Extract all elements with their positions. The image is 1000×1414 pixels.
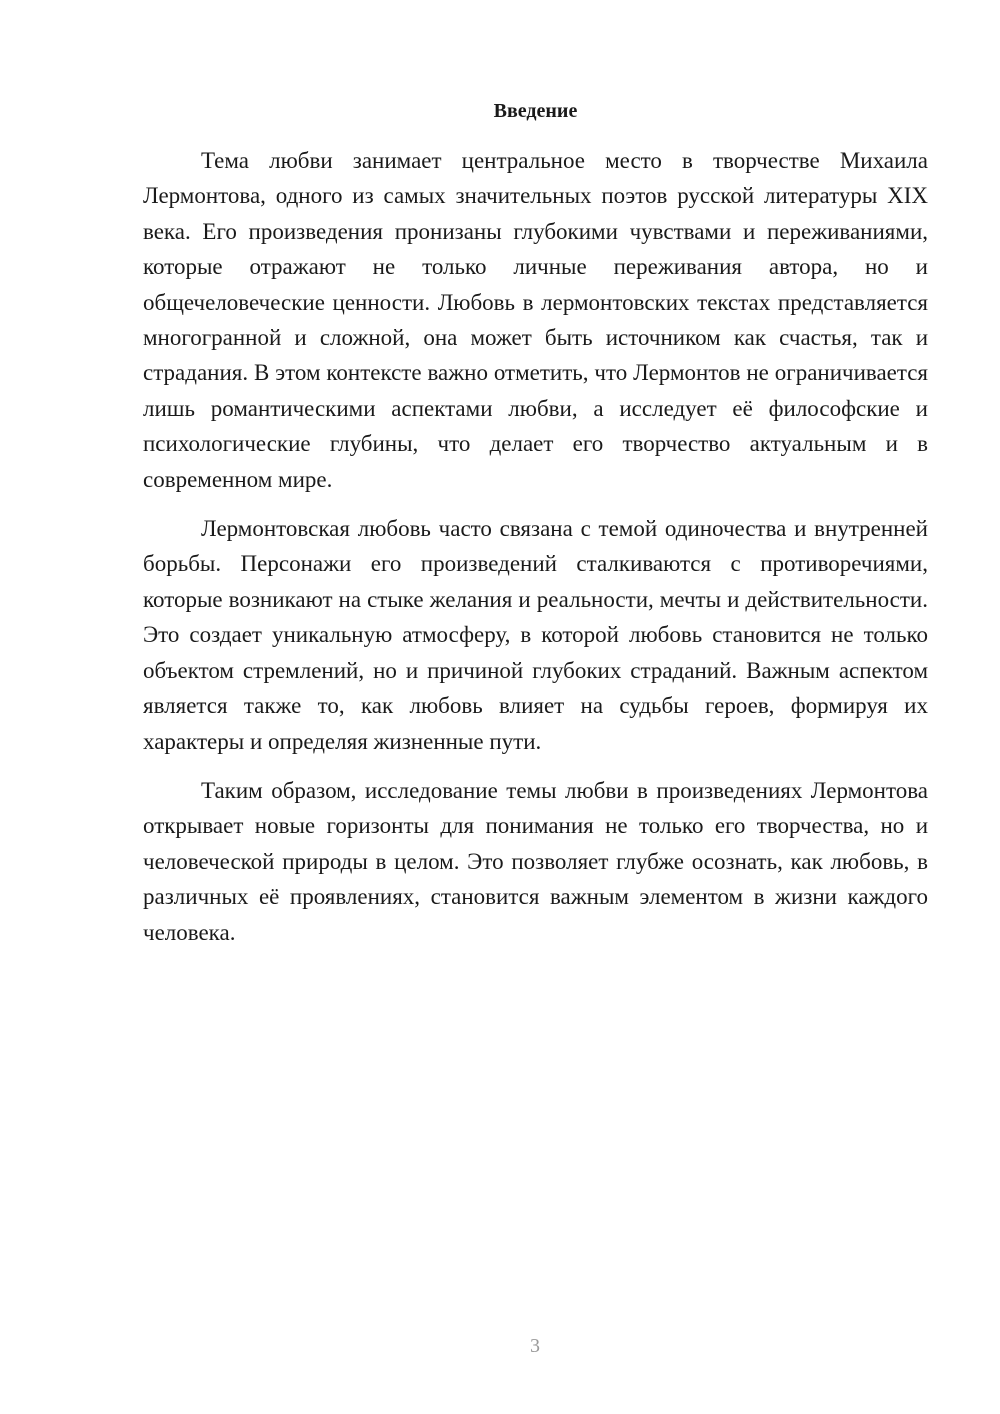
section-title: Введение bbox=[493, 100, 578, 122]
document-body bbox=[143, 143, 928, 964]
paragraph-2: Лермонтовская любовь часто связана с темой одиночества и внутренней борьбы. Персонажи его произведений сталкиваются с противоречиями, которые возникают на стыке желания и реальности, мечты и действительности. Это создает уникальную атмосферу, в которой любовь становится не только объектом стремлений, но и причиной глубоких страданий. Важным аспектом является также то, как любовь влияет на судьбы героев, формируя их характеры и определяя жизненные пути. bbox=[143, 516, 928, 754]
page-number: 3 bbox=[530, 1335, 540, 1357]
paragraph-1: Тема любви занимает центральное место в творчестве Михаила Лермонтова, одного из самых значительных поэтов русской литературы XIX века. Его произведения пронизаны глубокими чувствами и переживаниями, которые отражают не только личные переживания автора, но и общечеловеческие ценности. Любовь в лермонтовских текстах представляется многогранной и сложной, она может быть источником как счастья, так и страдания. В этом контексте важно отметить, что Лермонтов не ограничивается лишь романтическими аспектами любви, а исследует её философские и психологические глубины, что делает его творчество актуальным и в современном мире. bbox=[143, 148, 928, 492]
paragraph-3: Таким образом, исследование темы любви в произведениях Лермонтова открывает новые горизонты для понимания не только его творчества, но и человеческой природы в целом. Это позволяет глубже осознать, как любовь, в различных её проявлениях, становится важным элементом в жизни каждого человека. bbox=[143, 777, 928, 945]
